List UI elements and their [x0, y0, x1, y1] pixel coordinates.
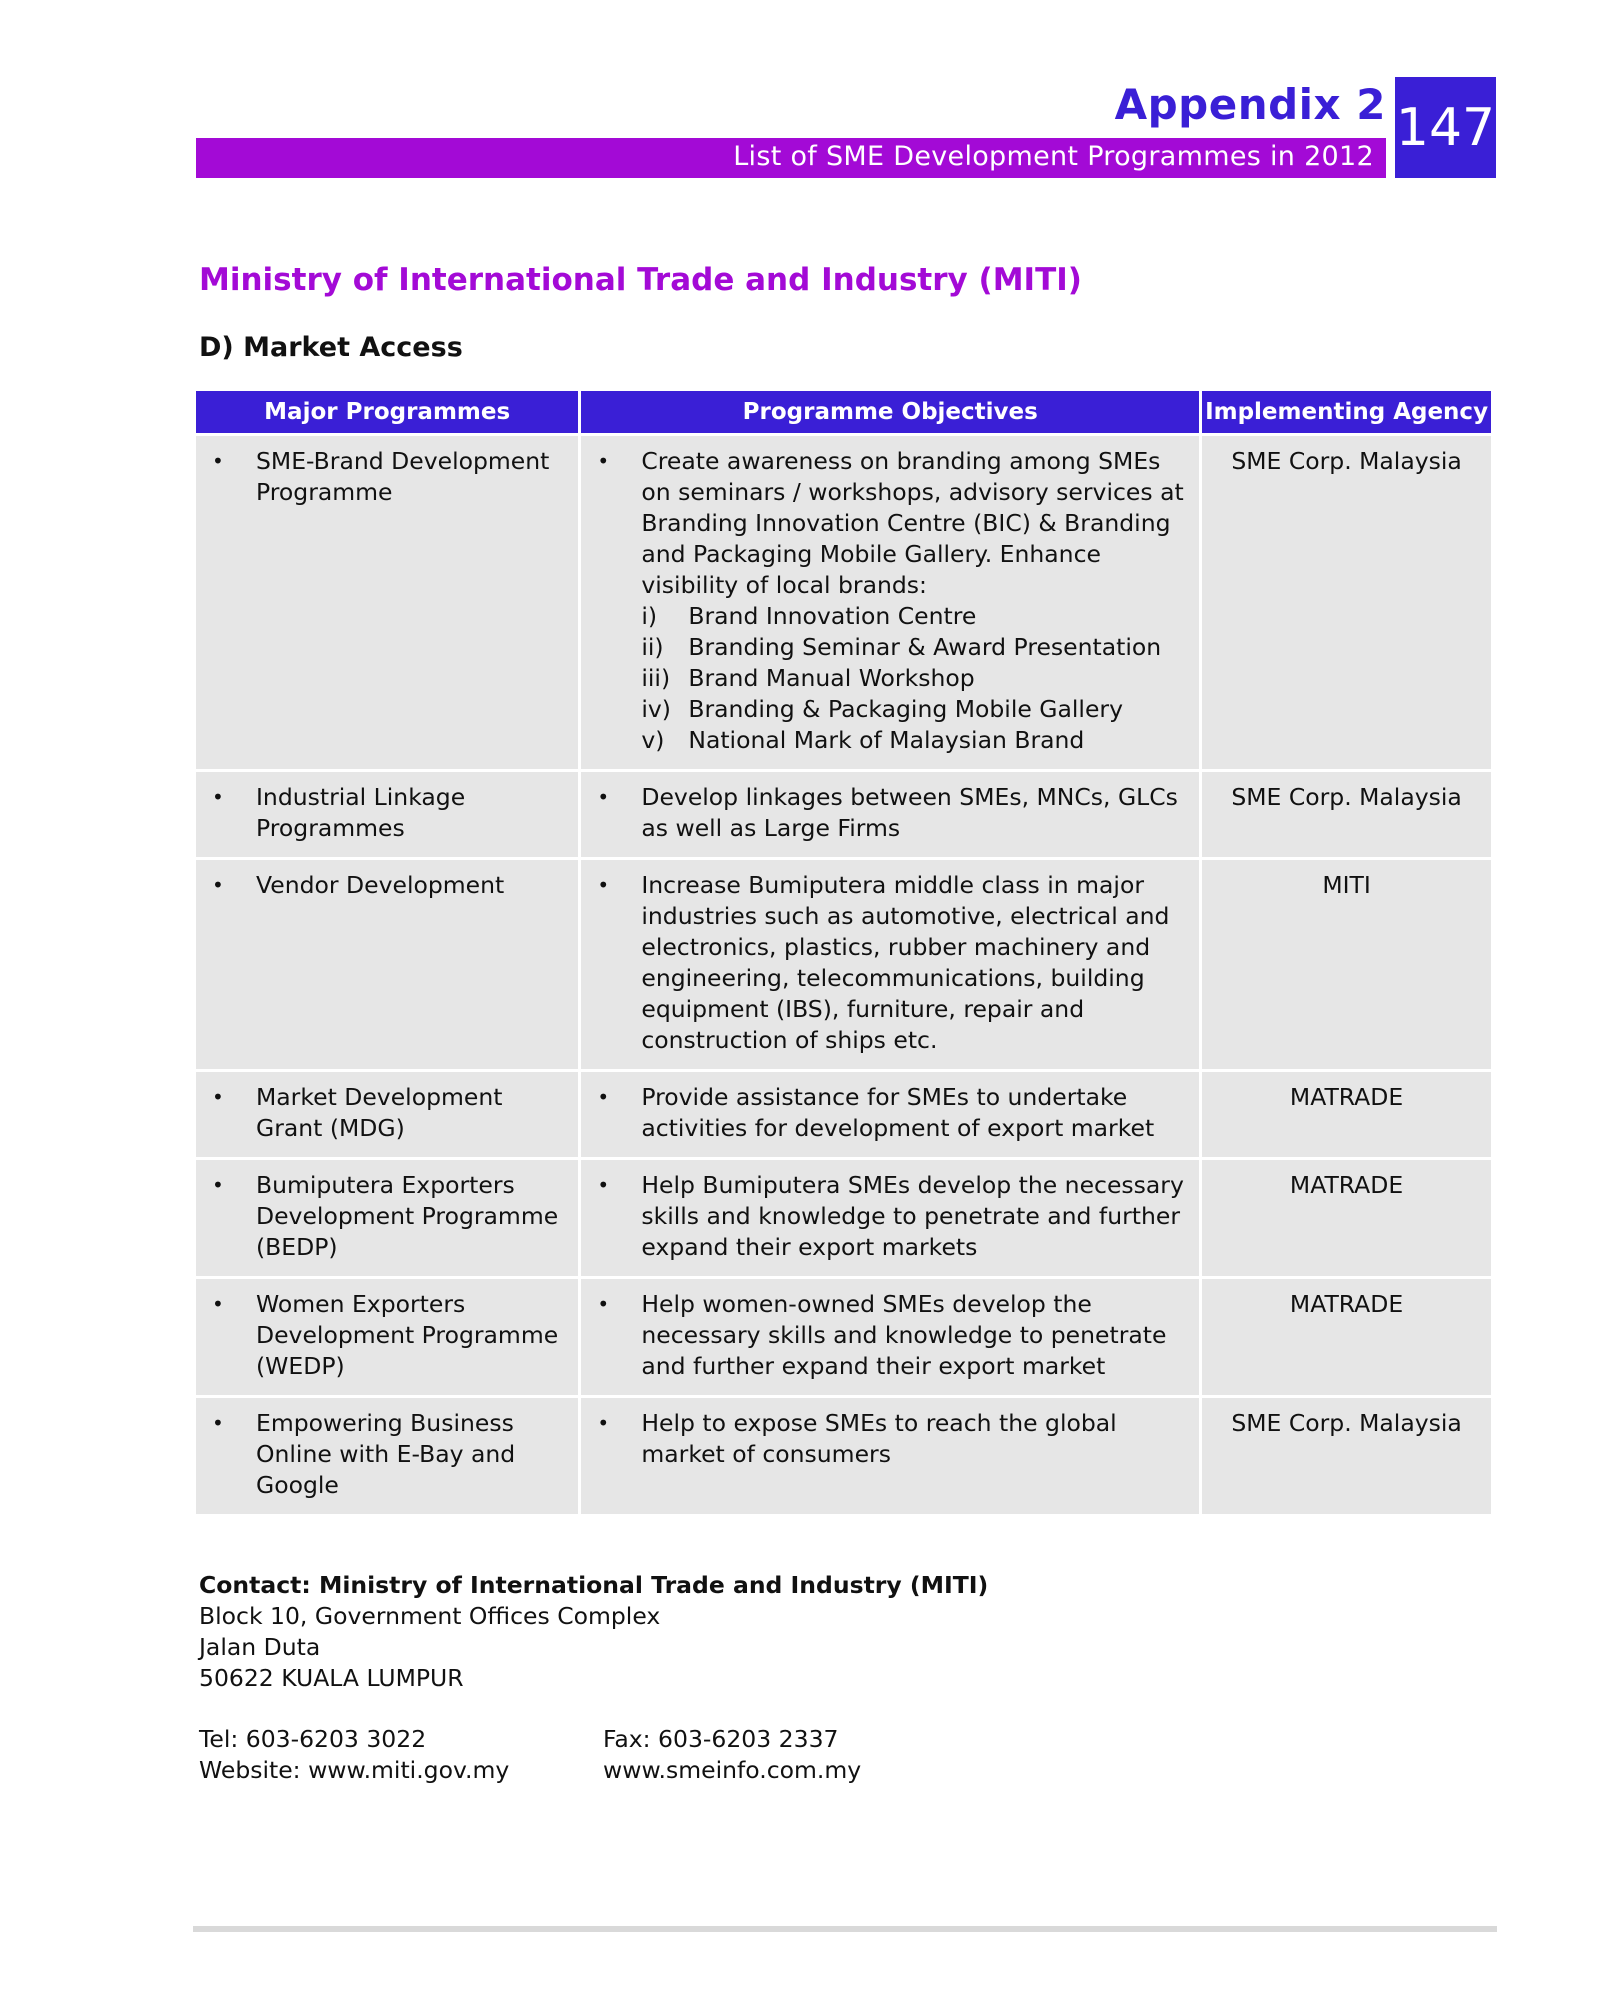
table-row — [196, 1072, 1491, 1157]
objective-text: Help Bumiputera SMEs develop the necessary skills and knowledge to penetrate and further expand their export markets — [641, 1171, 1184, 1261]
programme-name: Women Exporters Development Programme (WEDP) — [256, 1290, 559, 1380]
programme-name: Bumiputera Exporters Development Programme (BEDP) — [256, 1171, 559, 1261]
ministry-title: Ministry of International Trade and Industry (MITI) — [199, 262, 1082, 298]
objective-cell — [581, 1398, 1199, 1514]
objective-cell — [581, 1072, 1199, 1157]
address-line: Jalan Duta — [199, 1633, 321, 1661]
bullet-icon: • — [212, 873, 224, 897]
brand-sublist — [641, 601, 1189, 756]
bullet-icon: • — [212, 1411, 224, 1435]
agency-cell: MITI — [1202, 860, 1491, 1069]
table-row — [196, 1160, 1491, 1276]
column-header-objectives: Programme Objectives — [581, 391, 1199, 433]
address-line: 50622 KUALA LUMPUR — [199, 1664, 464, 1692]
agency-cell: SME Corp. Malaysia — [1202, 772, 1491, 857]
programme-cell — [196, 1072, 578, 1157]
bullet-icon: • — [597, 1173, 610, 1197]
page-number: 147 — [1395, 77, 1496, 178]
bullet-icon: • — [597, 1292, 610, 1316]
programme-cell — [196, 1160, 578, 1276]
list-item: i) Brand Innovation Centre — [641, 602, 977, 630]
programme-name: Market Development Grant (MDG) — [256, 1083, 503, 1142]
column-header-agency: Implementing Agency — [1202, 391, 1491, 433]
list-item: v) National Mark of Malaysian Brand — [641, 726, 1085, 754]
table-row — [196, 772, 1491, 857]
objective-cell — [581, 1160, 1199, 1276]
agency-cell: MATRADE — [1202, 1160, 1491, 1276]
contact-heading: Contact: Ministry of International Trade and Industry (MITI) — [199, 1571, 989, 1599]
address-line: Block 10, Government Offices Complex — [199, 1602, 661, 1630]
programme-name: Industrial Linkage Programmes — [256, 783, 466, 842]
programme-name: Vendor Development — [256, 871, 505, 899]
agency-cell: MATRADE — [1202, 1279, 1491, 1395]
table-row — [196, 436, 1491, 769]
footer-divider — [193, 1926, 1497, 1932]
contact-block — [199, 1570, 988, 1694]
list-item: iv) Branding & Packaging Mobile Gallery — [641, 695, 1123, 723]
bullet-icon: • — [597, 449, 610, 473]
bullet-icon: • — [212, 1292, 224, 1316]
website-link-secondary[interactable]: www.smeinfo.com.my — [603, 1756, 862, 1784]
bullet-icon: • — [212, 785, 224, 809]
programme-cell — [196, 1398, 578, 1514]
list-item: iii) Brand Manual Workshop — [641, 664, 975, 692]
fax: Fax: 603-6203 2337 — [603, 1725, 839, 1753]
table-row — [196, 1398, 1491, 1514]
programmes-table — [193, 388, 1494, 1517]
agency-cell: SME Corp. Malaysia — [1202, 436, 1491, 769]
bullet-icon: • — [212, 1173, 224, 1197]
agency-cell: MATRADE — [1202, 1072, 1491, 1157]
objective-cell — [581, 860, 1199, 1069]
objective-text: Help to expose SMEs to reach the global market of consumers — [641, 1409, 1117, 1468]
objective-text: Help women-owned SMEs develop the necessary skills and knowledge to penetrate and further expand their export market — [641, 1290, 1167, 1380]
objective-cell — [581, 772, 1199, 857]
bullet-icon: • — [597, 1411, 610, 1435]
programme-cell — [196, 436, 578, 769]
bullet-icon: • — [597, 1085, 610, 1109]
bullet-icon: • — [212, 1085, 224, 1109]
bullet-icon: • — [212, 449, 224, 473]
contact-details — [199, 1724, 903, 1786]
table-header-row — [196, 391, 1491, 433]
objective-text: Develop linkages between SMEs, MNCs, GLCs as well as Large Firms — [641, 783, 1178, 842]
objective-text: Increase Bumiputera middle class in major industries such as automotive, electrical and electronics, plastics, rubber machinery and engineering, telecommunications, building equipment (IBS), furniture, repair and construction of ships etc. — [641, 871, 1170, 1054]
list-item: ii) Branding Seminar & Award Presentation — [641, 633, 1162, 661]
objective-text: Create awareness on branding among SMEs on seminars / workshops, advisory services at Branding Innovation Centre (BIC) & Branding and Packaging Mobile Gallery. Enhance visibility of local brands: — [641, 447, 1184, 599]
programme-cell — [196, 772, 578, 857]
telephone: Tel: 603-6203 3022 — [199, 1725, 427, 1753]
agency-cell: SME Corp. Malaysia — [1202, 1398, 1491, 1514]
table-row — [196, 1279, 1491, 1395]
programme-cell — [196, 1279, 578, 1395]
objective-text: Provide assistance for SMEs to undertake activities for development of export market — [641, 1083, 1155, 1142]
objective-cell — [581, 436, 1199, 769]
column-header-programmes: Major Programmes — [196, 391, 578, 433]
programme-name: SME-Brand Development Programme — [256, 447, 550, 506]
bullet-icon: • — [597, 785, 610, 809]
header-bar — [196, 138, 1386, 178]
bullet-icon: • — [597, 873, 610, 897]
section-title: D) Market Access — [199, 332, 463, 363]
objective-cell — [581, 1279, 1199, 1395]
programme-cell — [196, 860, 578, 1069]
programme-name: Empowering Business Online with E-Bay and Google — [256, 1409, 516, 1499]
appendix-title: Appendix 2 — [1114, 80, 1386, 129]
header-subtitle: List of SME Development Programmes in 2012 — [733, 141, 1374, 172]
table-row — [196, 860, 1491, 1069]
website-link[interactable]: Website: www.miti.gov.my — [199, 1756, 510, 1784]
